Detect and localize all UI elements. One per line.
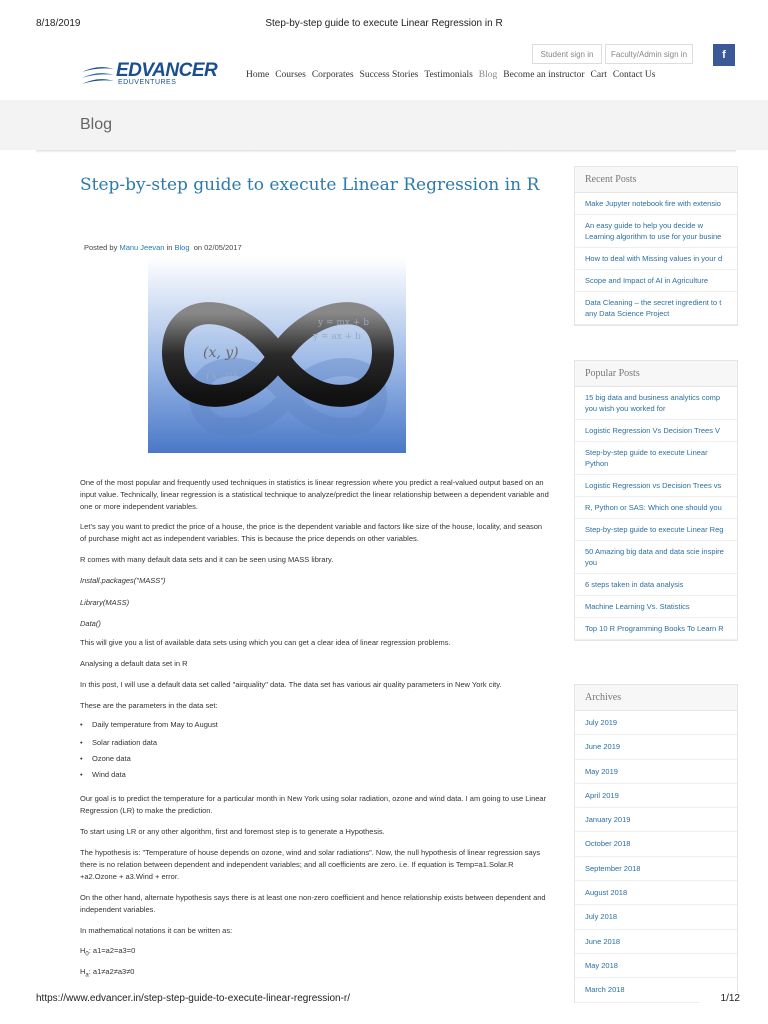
paragraph-9: To start using LR or any other algorithm, first and foremost step is to generate a Hypothesis. xyxy=(80,827,385,836)
divider xyxy=(36,150,736,153)
print-page-number: 1/12 xyxy=(700,993,740,1004)
archive-link[interactable]: July 2018 xyxy=(575,905,737,929)
logo-name: EDVANCER xyxy=(116,60,218,81)
recent-posts-title: Recent Posts xyxy=(575,167,737,193)
logo-swoosh-icon xyxy=(80,64,116,86)
archive-link[interactable]: May 2018 xyxy=(575,954,737,978)
image-formula-3: y = mx + b xyxy=(318,318,369,328)
archive-link[interactable]: January 2019 xyxy=(575,808,737,832)
paragraph-8: Our goal is to predict the temperature for a particular month in New York using solar radiation, ozone and wind data. I am going to use Linear Regression (LR) to make the prediction. xyxy=(80,794,547,815)
featured-image xyxy=(148,257,406,453)
popular-posts-title: Popular Posts xyxy=(575,361,737,387)
nav-testimonials[interactable]: Testimonials xyxy=(424,70,473,80)
nav-contact-us[interactable]: Contact Us xyxy=(612,70,656,80)
ha-subscript: a xyxy=(85,972,89,979)
ha-label: H xyxy=(80,967,86,976)
paragraph-3: R comes with many default data sets and it can be seen using MASS library. xyxy=(80,555,334,564)
popular-post-link[interactable]: R, Python or SAS: Which one should you xyxy=(575,497,737,519)
paragraph-10: The hypothesis is: "Temperature of house depends on ozone, wind and solar radiations". Now, the null hypothesis of linear regression says there is no relation between dependent and independent variables; and all coefficients are zero. i.e. If equation is Temp=a1.Solar.R +a2.Ozone + a3.Wind + error. xyxy=(80,848,541,881)
paragraph-1: One of the most popular and frequently used techniques in statistics is linear regression where you predict a real-valued output based on an input value. Technically, linear regression is a statistical technique to analyze/predict the linear relationship between a dependent variable and one or more independent variables. xyxy=(80,478,549,511)
popular-post-link[interactable]: Step-by-step guide to execute Linear Reg xyxy=(575,519,737,541)
nav-become-instructor[interactable]: Become an instructor xyxy=(503,70,585,80)
null-hypothesis xyxy=(80,945,550,961)
recent-posts-widget xyxy=(574,166,738,326)
recent-post-link[interactable]: Make Jupyter notebook fire with extensio xyxy=(575,193,737,215)
print-url: https://www.edvancer.in/step-step-guide-to-execute-linear-regression-r/ xyxy=(36,993,351,1004)
post-date: 02/05/2017 xyxy=(204,243,242,252)
article-title: Step-by-step guide to execute Linear Regression in R xyxy=(80,175,540,195)
nav-blog[interactable]: Blog xyxy=(478,70,498,80)
archive-link[interactable]: September 2018 xyxy=(575,857,737,881)
archives-title: Archives xyxy=(575,685,737,711)
popular-post-link[interactable]: Machine Learning Vs. Statistics xyxy=(575,596,737,618)
site-logo[interactable] xyxy=(80,60,230,90)
popular-post-link[interactable]: Logistic Regression vs Decision Trees vs xyxy=(575,475,737,497)
popular-post-link[interactable]: 50 Amazing big data and data scie inspire you xyxy=(575,541,737,574)
archive-link[interactable]: May 2019 xyxy=(575,760,737,784)
popular-posts-widget xyxy=(574,360,738,641)
student-signin-button[interactable]: Student sign in xyxy=(532,44,602,64)
code-line-1: Install.packages("MASS") xyxy=(80,576,166,585)
paragraph-11: On the other hand, alternate hypothesis says there is at least one non-zero coefficient and hence relationship exists between dependent and independent variables. xyxy=(80,893,546,914)
archive-link[interactable]: April 2019 xyxy=(575,784,737,808)
author-link[interactable]: Manu Jeevan xyxy=(119,243,165,252)
archive-link[interactable]: June 2019 xyxy=(575,735,737,759)
image-formula-2: (x, y) xyxy=(206,368,237,382)
logo-tagline: EDUVENTURES xyxy=(118,79,177,86)
h0-equation: : a1=a2=a3=0 xyxy=(88,946,136,955)
ha-equation: : a1≠a2≠a3≠0 xyxy=(88,967,135,976)
archive-link[interactable]: March 2018 xyxy=(575,978,737,1002)
paragraph-6: In this post, I will use a default data set called "airquality" data. The data set has various air quality parameters in New York city. xyxy=(80,680,502,689)
list-item: • Solar radiation data xyxy=(80,738,157,747)
main-nav xyxy=(246,70,655,80)
facebook-icon[interactable]: f xyxy=(713,44,735,66)
popular-post-link[interactable]: Top 10 R Programming Books To Learn R xyxy=(575,618,737,640)
nav-courses[interactable]: Courses xyxy=(275,70,306,80)
paragraph-7: These are the parameters in the data set: xyxy=(80,701,218,710)
archive-link[interactable]: August 2018 xyxy=(575,881,737,905)
popular-post-link[interactable]: 15 big data and business analytics comp you wish you worked for xyxy=(575,387,737,420)
date-prefix: on xyxy=(193,243,203,252)
recent-post-link[interactable]: Data Cleaning – the secret ingredient to t any Data Science Project xyxy=(575,292,737,325)
alternate-hypothesis xyxy=(80,966,550,982)
list-item: • Daily temperature from May to August xyxy=(80,720,218,729)
nav-home[interactable]: Home xyxy=(246,70,270,80)
paragraph-4: This will give you a list of available data sets using which you can get a clear idea of linear regression problems. xyxy=(80,638,451,647)
h0-label: H xyxy=(80,946,86,955)
archive-link[interactable]: June 2018 xyxy=(575,930,737,954)
faculty-signin-button[interactable]: Faculty/Admin sign in xyxy=(605,44,693,64)
popular-post-link[interactable]: 6 steps taken in data analysis xyxy=(575,574,737,596)
nav-corporates[interactable]: Corporates xyxy=(311,70,354,80)
category-link[interactable]: Blog xyxy=(174,243,190,252)
nav-cart[interactable]: Cart xyxy=(590,70,607,80)
h0-subscript: 0 xyxy=(85,951,89,958)
code-line-3: Data() xyxy=(80,619,101,628)
recent-post-link[interactable]: Scope and Impact of AI in Agriculture xyxy=(575,270,737,292)
archive-link[interactable]: July 2019 xyxy=(575,711,737,735)
image-formula-1: (x, y) xyxy=(203,345,239,361)
recent-post-link[interactable]: How to deal with Missing values in your d xyxy=(575,248,737,270)
posted-prefix: Posted by xyxy=(84,243,118,252)
popular-post-link[interactable]: Logistic Regression Vs Decision Trees V xyxy=(575,420,737,442)
paragraph-2: Let’s say you want to predict the price of a house, the price is the dependent variable and factors like size of the house, locality, and season of purchase might act as independent variables. This is because the price depends on other variables. xyxy=(80,522,543,543)
list-item: • Wind data xyxy=(80,770,126,779)
code-line-2: Library(MASS) xyxy=(80,598,130,607)
page-heading-band xyxy=(0,100,768,150)
in-word: in xyxy=(166,243,173,252)
nav-success-stories[interactable]: Success Stories xyxy=(359,70,419,80)
image-formula-4: y = ax + b xyxy=(313,332,361,342)
print-date: 8/18/2019 xyxy=(36,18,81,29)
paragraph-12: In mathematical notations it can be written as: xyxy=(80,926,233,935)
popular-post-link[interactable]: Step-by-step guide to execute Linear Python xyxy=(575,442,737,475)
page-heading: Blog xyxy=(80,116,113,133)
archives-widget xyxy=(574,684,738,1003)
paragraph-5: Analysing a default data set in R xyxy=(80,659,188,668)
print-title: Step-by-step guide to execute Linear Regression in R xyxy=(265,18,503,29)
post-meta xyxy=(84,243,242,252)
recent-post-link[interactable]: An easy guide to help you decide w Learning algorithm to use for your busine xyxy=(575,215,737,248)
list-item: • Ozone data xyxy=(80,754,131,763)
archive-link[interactable]: October 2018 xyxy=(575,832,737,856)
